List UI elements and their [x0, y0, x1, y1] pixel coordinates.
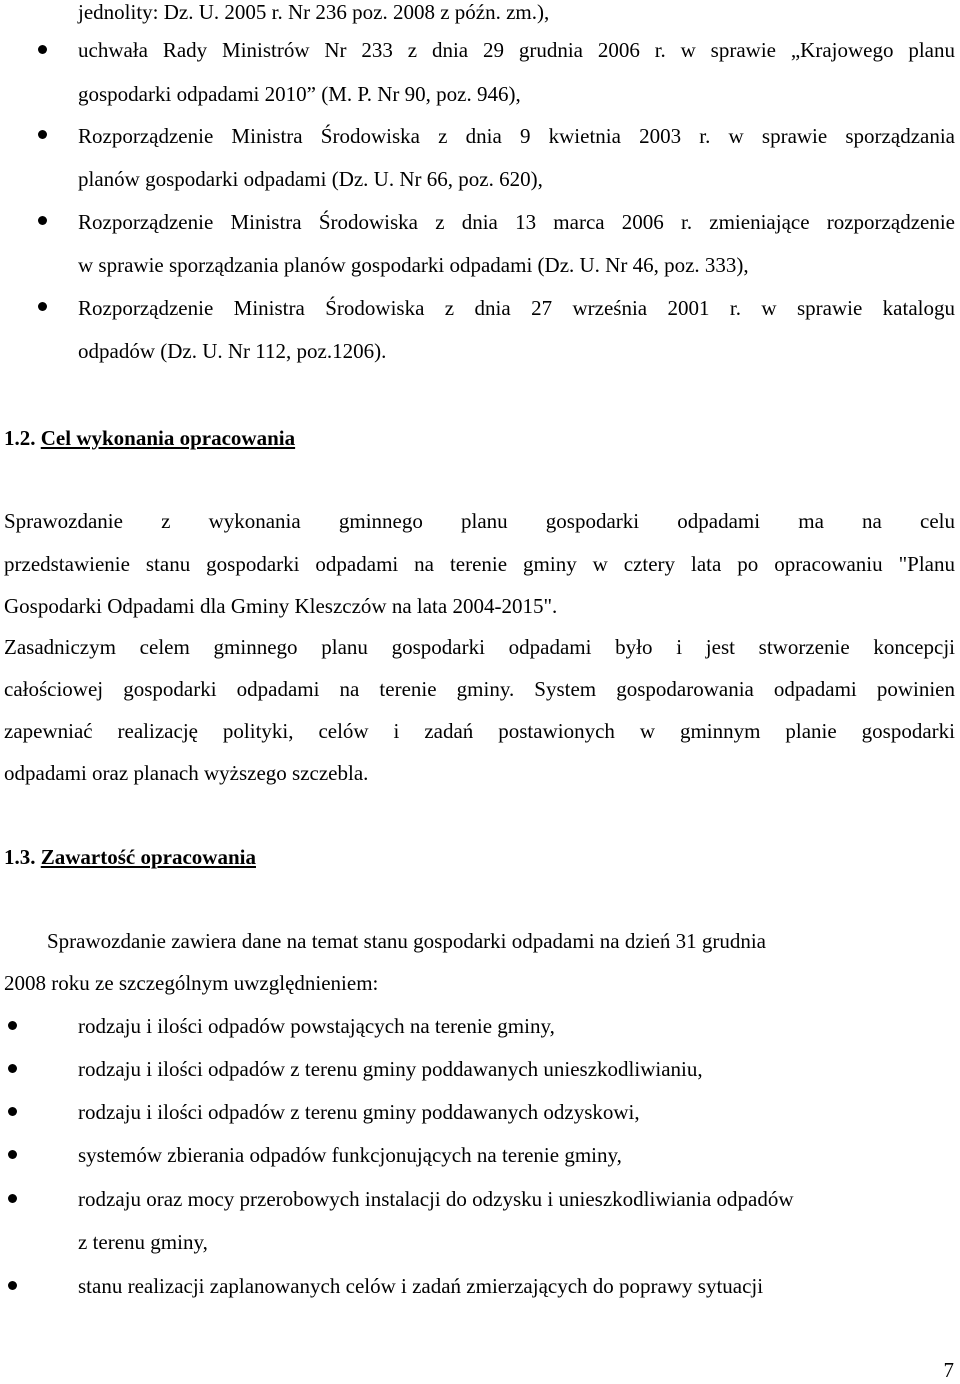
list-item-text: w sprawie sporządzania planów gospodarki odpadami (Dz. U. Nr 46, poz. 333), [78, 253, 749, 277]
section-number: 1.2. [4, 426, 36, 450]
paragraph-line: Gospodarki Odpadami dla Gminy Kleszczów na lata 2004-2015". [4, 594, 558, 618]
section-title: Zawartość opracowania [40, 845, 256, 869]
list-item-text: gospodarki odpadami 2010” (M. P. Nr 90, poz. 946), [78, 82, 521, 106]
bullet-icon [38, 302, 47, 311]
list-item-text: rodzaju i ilości odpadów powstających na terenie gminy, [78, 1014, 555, 1038]
paragraph-line: zapewniać realizację polityki, celów i zadań postawionych w gminnym planie gospodarki [4, 719, 955, 743]
paragraph-line: przedstawienie stanu gospodarki odpadami na terenie gminy w cztery lata po opracowaniu "Planu [4, 552, 955, 576]
list-item-text: systemów zbierania odpadów funkcjonujących na terenie gminy, [78, 1143, 622, 1167]
list-item-text: rodzaju oraz mocy przerobowych instalacji do odzysku i unieszkodliwiania odpadów [78, 1187, 794, 1211]
section-heading-1-2 [4, 424, 295, 452]
paragraph-line: odpadami oraz planach wyższego szczebla. [4, 761, 369, 785]
paragraph-line: 2008 roku ze szczególnym uwzględnieniem: [4, 971, 379, 995]
list-item-text: stanu realizacji zaplanowanych celów i zadań zmierzających do poprawy sytuacji [78, 1274, 764, 1298]
bullet-icon [8, 1281, 17, 1290]
section-number: 1.3. [4, 845, 36, 869]
paragraph-line: Sprawozdanie z wykonania gminnego planu gospodarki odpadami ma na celu [4, 509, 955, 533]
bullet-icon [8, 1107, 17, 1116]
paragraph-line: Sprawozdanie zawiera dane na temat stanu gospodarki odpadami na dzień 31 grudnia [47, 929, 766, 953]
list-item-text: Rozporządzenie Ministra Środowiska z dnia 9 kwietnia 2003 r. w sprawie sporządzania [78, 124, 955, 148]
bullet-icon [38, 45, 47, 54]
section-title: Cel wykonania opracowania [40, 426, 296, 450]
list-item-text: uchwała Rady Ministrów Nr 233 z dnia 29 grudnia 2006 r. w sprawie „Krajowego planu [78, 38, 955, 62]
list-item-text: Rozporządzenie Ministra Środowiska z dnia 27 września 2001 r. w sprawie katalogu [78, 296, 955, 320]
bullet-icon [38, 130, 47, 139]
paragraph-line: całościowej gospodarki odpadami na terenie gminy. System gospodarowania odpadami powinien [4, 677, 955, 701]
page-number: 7 [943, 1358, 954, 1382]
bullet-icon [8, 1021, 17, 1030]
list-continuation-line: jednolity: Dz. U. 2005 r. Nr 236 poz. 2008 z późn. zm.), [78, 0, 550, 24]
list-item-text: planów gospodarki odpadami (Dz. U. Nr 66, poz. 620), [78, 167, 543, 191]
bullet-icon [38, 216, 47, 225]
list-item-text: rodzaju i ilości odpadów z terenu gminy poddawanych odzyskowi, [78, 1100, 640, 1124]
list-item-text: Rozporządzenie Ministra Środowiska z dnia 13 marca 2006 r. zmieniające rozporządzenie [78, 210, 955, 234]
paragraph-line: Zasadniczym celem gminnego planu gospodarki odpadami było i jest stworzenie koncepcji [4, 635, 955, 659]
section-heading-1-3 [4, 843, 256, 871]
list-item-text: odpadów (Dz. U. Nr 112, poz.1206). [78, 339, 387, 363]
list-item-text: rodzaju i ilości odpadów z terenu gminy poddawanych unieszkodliwianiu, [78, 1057, 703, 1081]
bullet-icon [8, 1150, 17, 1159]
bullet-icon [8, 1064, 17, 1073]
bullet-icon [8, 1194, 17, 1203]
list-item-text: z terenu gminy, [78, 1230, 208, 1254]
